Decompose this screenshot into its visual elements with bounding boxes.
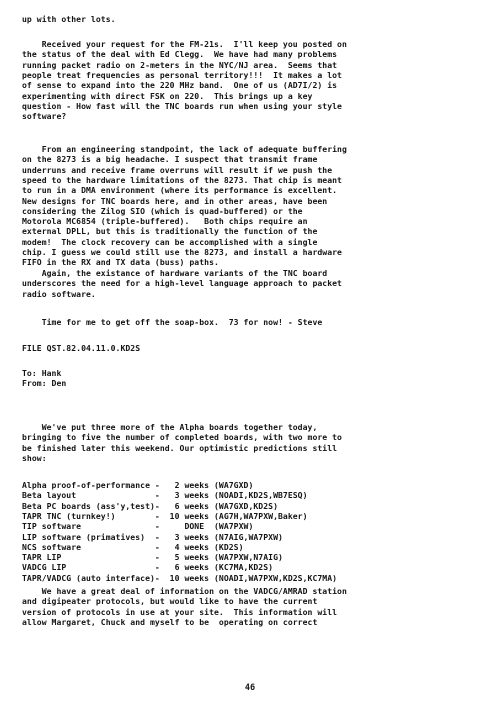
text-line: From an engineering standpoint, the lack of adequate buffering — [22, 144, 347, 154]
text-line: To: Hank — [22, 368, 62, 378]
text-line: speed to the hardware limitations of the 8273. That chip is meant — [22, 174, 342, 185]
text-line: VADCG LIP - 6 weeks (KC7MA,KD2S) — [22, 562, 274, 573]
text-line: chip. I guess we could still use the 8273, and install a hardware — [22, 247, 342, 257]
text-line: From: Den — [22, 378, 67, 389]
text-line: Beta layout - 3 weeks (NOADI,KD2S,WB7ESQ) — [22, 490, 308, 501]
text-line: Again, the existance of hardware variants of the TNC board — [22, 268, 328, 278]
text-line: considering the Zilog SIO (which is quad-buffered) or the — [22, 205, 303, 216]
text-line: NCS software - 4 weeks (KD2S) — [22, 541, 244, 552]
page-number: 46 — [244, 683, 256, 693]
text-line: and digipeater protocols, but would like to have the current — [22, 596, 318, 607]
text-line: to run in a DMA environment (where its performance is excellent. — [22, 185, 338, 196]
text-line: on the 8273 is a big headache. I suspect that transmit frame — [22, 154, 318, 165]
text-line: question - How fast will the TNC boards run when using your style — [22, 100, 342, 111]
text-line: of sense to expand into the 220 MHz band. One of us (AD7I/2) is — [22, 80, 338, 91]
text-line: FILE QST.82.04.11.0.KD2S — [22, 343, 141, 353]
text-line: Beta PC boards (ass'y,test)- 6 weeks (WA7GXD,KD2S) — [22, 500, 278, 511]
text-line: TAPR LIP - 5 weeks (WA7PXW,N7AIG) — [22, 552, 283, 563]
text-line: version of protocols in use at your site. This information will — [22, 606, 338, 617]
text-line: people treat frequencies as personal territory!!! It makes a lot — [22, 69, 342, 80]
text-line: show: — [22, 452, 47, 463]
text-line: external DPLL, but this is traditionally the function of the — [22, 226, 318, 237]
text-line: FIFO in the RX and TX data (buss) paths. — [22, 257, 219, 268]
text-line: Motorola MC6854 (triple-buffered). Both chips require an — [22, 216, 308, 227]
text-line: TAPR TNC (turnkey!) - 10 weeks (AG7H,WA7PXW,Baker) — [22, 510, 308, 521]
text-line: radio software. — [22, 288, 96, 299]
text-line: underscores the need for a high-level language approach to packet — [22, 278, 342, 289]
text-line: TAPR/VADCG (auto interface)- 10 weeks (NOADI,WA7PXW,KD2S,KC7MA) — [22, 572, 338, 583]
text-line: software? — [22, 111, 67, 122]
text-line: bringing to five the number of completed boards, with two more to — [22, 432, 342, 443]
text-line: up with other lots. — [22, 14, 116, 24]
text-line: underruns and receive frame overruns will result if we push the — [22, 164, 333, 175]
text-line: the status of the deal with Ed Clegg. We have had many problems — [22, 49, 338, 60]
text-line: be finished later this weekend. Our optimistic predictions still — [22, 442, 338, 453]
text-line: LIP software (primatives) - 3 weeks (N7AIG,WA7PXW) — [22, 531, 283, 542]
text-line: We have a great deal of information on the VADCG/AMRAD station — [22, 586, 347, 596]
text-line: modem! The clock recovery can be accomplished with a single — [22, 236, 318, 247]
text-line: Received your request for the FM-21s. I'll keep you posted on — [22, 39, 347, 49]
text-line: running packet radio on 2-meters in the NYC/NJ area. Seems that — [22, 59, 338, 70]
text-line: We've put three more of the Alpha boards together today, — [22, 422, 318, 432]
text-line: experimenting with direct FSK on 220. This brings up a key — [22, 90, 313, 101]
text-line: TIP software - DONE (WA7PXW) — [22, 521, 254, 532]
text-line: allow Margaret, Chuck and myself to be operating on correct — [22, 616, 318, 627]
text-line: New designs for TNC boards here, and in other areas, have been — [22, 195, 328, 206]
text-line: Alpha proof-of-performance - 2 weeks (WA7GXD) — [22, 480, 254, 490]
text-line: Time for me to get off the soap-box. 73 for now! - Steve — [22, 317, 323, 327]
